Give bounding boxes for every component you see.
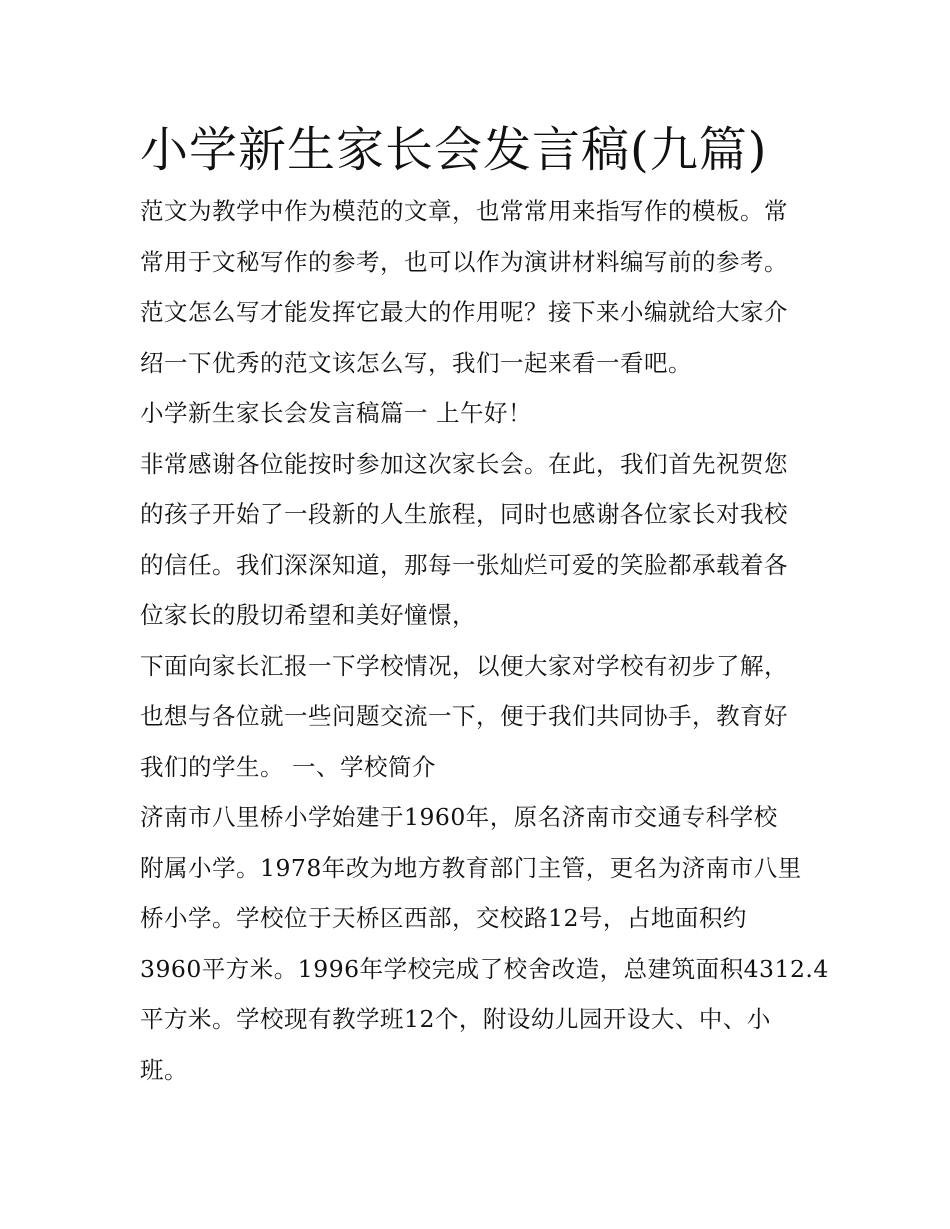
- text-line: 绍一下优秀的范文该怎么写，我们一起来看一看吧。: [140, 348, 692, 377]
- text-line: 3960平方米。1996年学校完成了校舍改造，总建筑面积4312.4: [140, 954, 829, 983]
- page-title: 小学新生家长会发言稿(九篇): [140, 122, 768, 178]
- text-line: 范文为教学中作为模范的文章，也常常用来指写作的模板。常: [140, 197, 788, 225]
- text-line: 济南市八里桥小学始建于1960年，原名济南市交通专科学校: [140, 803, 778, 831]
- text-line: 桥小学。学校位于天桥区西部，交校路12号，占地面积约: [140, 904, 747, 932]
- text-line: 附属小学。1978年改为地方教育部门主管，更名为济南市八里: [140, 853, 802, 882]
- document-body: [140, 186, 829, 1095]
- text-line: 范文怎么写才能发挥它最大的作用呢？接下来小编就给大家介: [140, 298, 788, 326]
- document-page: [140, 118, 829, 1095]
- text-line: 非常感谢各位能按时参加这次家长会。在此，我们首先祝贺您: [140, 449, 788, 478]
- text-line: 常用于文秘写作的参考，也可以作为演讲材料编写前的参考。: [140, 247, 788, 276]
- text-line: 位家长的殷切希望和美好憧憬，: [140, 601, 476, 629]
- text-line: 的孩子开始了一段新的人生旅程，同时也感谢各位家长对我校: [140, 500, 788, 528]
- text-line: 下面向家长汇报一下学校情况，以便大家对学校有初步了解，: [140, 651, 788, 680]
- text-line: 的信任。我们深深知道，那每一张灿烂可爱的笑脸都承载着各: [140, 550, 788, 579]
- text-line: 班。: [140, 1055, 188, 1084]
- text-line: 平方米。学校现有教学班12个，附设幼儿园开设大、中、小: [140, 1005, 771, 1033]
- text-line: 也想与各位就一些问题交流一下，便于我们共同协手，教育好: [140, 702, 788, 730]
- text-line: 我们的学生。 一、学校简介: [140, 752, 436, 781]
- section-heading-line: 小学新生家长会发言稿篇一 上午好！: [140, 399, 532, 427]
